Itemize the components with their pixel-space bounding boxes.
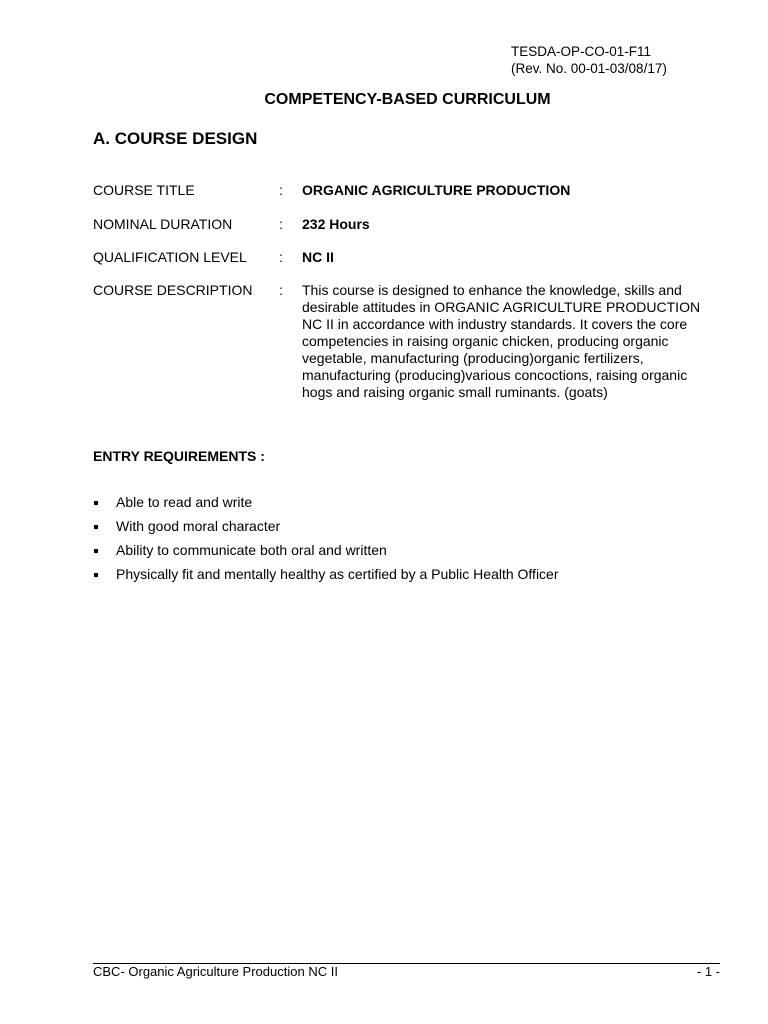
course-description-colon: : xyxy=(279,282,283,298)
course-title-label: COURSE TITLE xyxy=(93,182,195,198)
qualification-level-colon: : xyxy=(279,249,283,265)
course-title-value: ORGANIC AGRICULTURE PRODUCTION xyxy=(302,182,571,198)
requirement-text: Ability to communicate both oral and written xyxy=(116,542,387,558)
nominal-duration-value: 232 Hours xyxy=(302,216,370,232)
requirement-text: With good moral character xyxy=(116,518,281,534)
bullet-icon xyxy=(94,525,98,529)
qualification-level-value: NC II xyxy=(302,249,334,265)
course-description-value: This course is designed to enhance the knowledge, skills and desirable attitudes in ORGANIC AGRICULTURE PRODUCTION NC II in accordance with industry standards. It covers the core competencies in raising organic chicken, producing organic vegetable, manufacturing (producing)organic fertilizers, manufacturing (producing)various concoctions, raising organic hogs and raising organic small ruminants. (goats) xyxy=(302,282,701,400)
footer-document-name: CBC- Organic Agriculture Production NC II xyxy=(93,964,338,979)
list-item xyxy=(93,494,559,518)
course-title-colon: : xyxy=(279,182,283,198)
bullet-icon xyxy=(94,573,98,577)
page-title: COMPETENCY-BASED CURRICULUM xyxy=(264,91,551,108)
bullet-icon xyxy=(94,501,98,505)
list-item xyxy=(93,542,559,566)
list-item xyxy=(93,518,559,542)
footer-page-number: - 1 - xyxy=(696,964,720,979)
qualification-level-label: QUALIFICATION LEVEL xyxy=(93,249,247,265)
document-code: TESDA-OP-CO-01-F11 xyxy=(511,44,652,59)
entry-requirements-list xyxy=(93,494,559,590)
nominal-duration-label: NOMINAL DURATION xyxy=(93,216,233,232)
list-item xyxy=(93,566,559,590)
document-code-block xyxy=(511,43,667,77)
entry-requirements-heading: ENTRY REQUIREMENTS : xyxy=(93,448,265,464)
requirement-text: Able to read and write xyxy=(116,494,253,510)
requirement-text: Physically fit and mentally healthy as certified by a Public Health Officer xyxy=(116,566,559,582)
course-description-label: COURSE DESCRIPTION xyxy=(93,282,253,298)
section-title: A. COURSE DESIGN xyxy=(93,129,258,148)
nominal-duration-colon: : xyxy=(279,216,283,232)
bullet-icon xyxy=(94,549,98,553)
revision-number: (Rev. No. 00-01-03/08/17) xyxy=(511,61,667,76)
